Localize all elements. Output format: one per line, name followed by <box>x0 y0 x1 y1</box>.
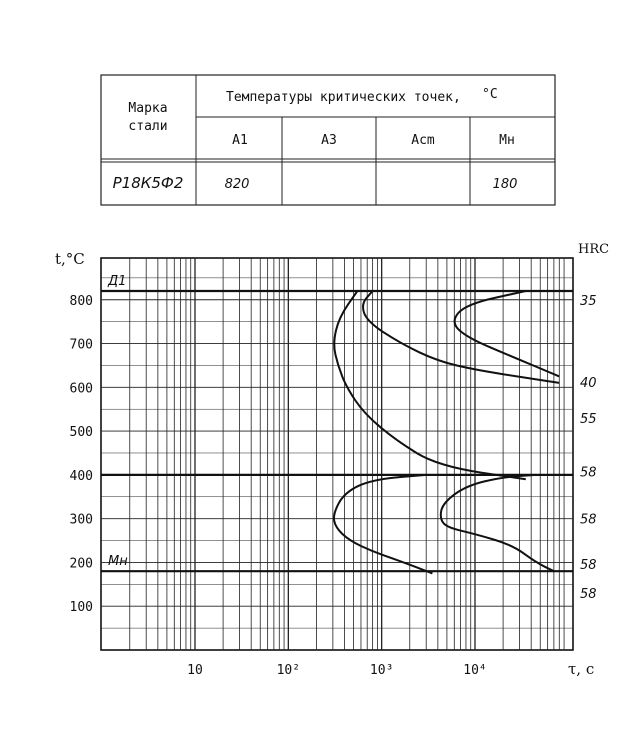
x-tick-label: 10⁴ <box>463 663 487 678</box>
y-axis-label: t,°С <box>55 250 85 268</box>
x-tick-label: 10 <box>187 663 203 678</box>
y-tick-label: 800 <box>69 293 93 309</box>
hrc-value-label: 58 <box>580 512 597 528</box>
transformation-curve <box>455 291 560 376</box>
transformation-curve <box>441 475 554 571</box>
hrc-value-label: 58 <box>580 587 597 603</box>
table-header-unit: °С <box>482 87 498 102</box>
hrc-value-label: 40 <box>580 376 597 392</box>
table-cell-a1: 820 <box>224 177 250 192</box>
table-col-a1: A1 <box>232 133 248 148</box>
critical-line-label: Мн <box>108 554 128 570</box>
transformation-curve <box>334 291 526 479</box>
hrc-value-label: 35 <box>580 293 597 309</box>
y-tick-label: 600 <box>69 381 93 397</box>
hrc-value-label: 58 <box>580 465 597 481</box>
table-cell-grade: Р18К5Ф2 <box>112 174 184 192</box>
x-tick-label: 10³ <box>369 663 394 678</box>
plot-lines <box>101 291 573 573</box>
y-tick-label: 100 <box>69 600 93 616</box>
x-axis-label: τ, с <box>568 660 595 678</box>
y-tick-label: 300 <box>69 512 93 528</box>
table-col-acm: Acm <box>411 133 435 148</box>
table-cell-mn: 180 <box>492 177 518 192</box>
transformation-curve <box>334 475 432 574</box>
y-tick-label: 200 <box>69 556 93 572</box>
plot-frame <box>101 258 573 650</box>
hrc-value-label: 58 <box>580 557 597 573</box>
table-header-grade-line2: стали <box>128 119 168 134</box>
y-tick-label: 500 <box>69 425 93 441</box>
table-col-a3: A3 <box>321 133 337 148</box>
y-tick-label: 700 <box>69 337 93 353</box>
hrc-value-label: 55 <box>580 411 597 427</box>
y-tick-label: 400 <box>69 468 93 484</box>
table-header-group: Температуры критических точек, <box>226 90 461 105</box>
table-col-mn: Mн <box>499 133 515 148</box>
table-header-grade-line1: Марка <box>128 101 168 116</box>
x-tick-label: 10² <box>276 663 301 678</box>
critical-line-label: Д1 <box>108 274 127 290</box>
hrc-label: HRC <box>578 242 610 257</box>
transformation-curve <box>363 291 559 383</box>
plot-grid <box>101 258 573 650</box>
